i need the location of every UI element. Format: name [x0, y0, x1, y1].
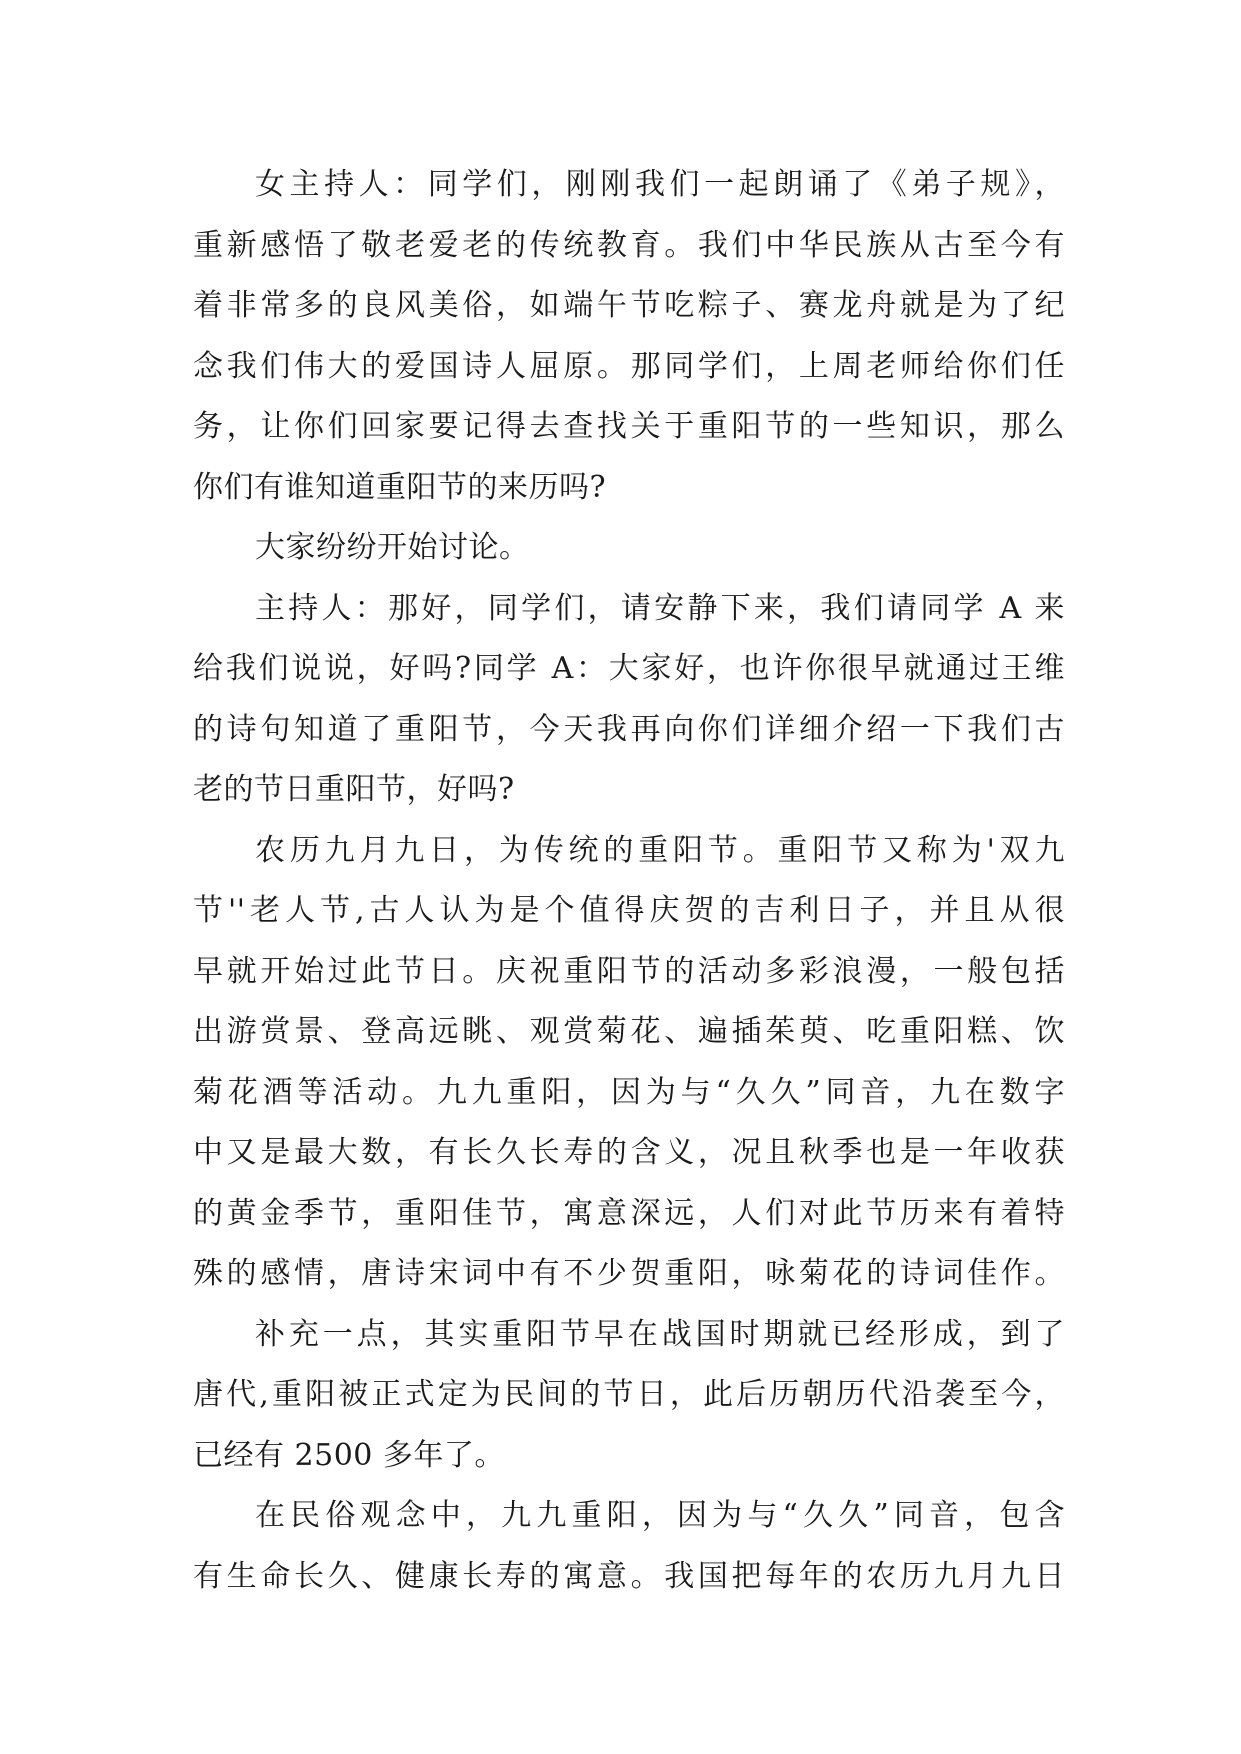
text-line: 的黄金季节，重阳佳节，寓意深远，人们对此节历来有着特	[193, 1195, 1065, 1231]
text-line: 念我们伟大的爱国诗人屈原。那同学们，上周老师给你们任	[193, 348, 1065, 384]
text-line: 着非常多的良风美俗，如端午节吃粽子、赛龙舟就是为了纪	[193, 288, 1065, 323]
text-line: 中又是最大数，有长久长寿的含义，况且秋季也是一年收获	[193, 1135, 1065, 1170]
text-line: 在民俗观念中，九九重阳，因为与“久久”同音，包含	[255, 1498, 1065, 1533]
text-line: 出游赏景、登高远眺、观赏菊花、遍插茱萸、吃重阳糕、饮	[193, 1014, 1065, 1049]
text-line: 大家纷纷开始讨论。	[255, 530, 530, 565]
text-line: 补充一点，其实重阳节早在战国时期就已经形成，到了	[255, 1316, 1065, 1352]
text-line: 你们有谁知道重阳节的来历吗?	[193, 469, 607, 505]
text-line: 给我们说说，好吗?同学 A：大家好，也许你很早就通过王维	[193, 651, 1065, 686]
text-line: 女主持人：同学们，刚刚我们一起朗诵了《弟子规》，	[255, 167, 1065, 202]
text-line: 早就开始过此节日。庆祝重阳节的活动多彩浪漫，一般包括	[193, 953, 1065, 989]
text-line: 节''老人节,古人认为是个值得庆贺的吉利日子，并且从很	[193, 893, 1065, 928]
text-line: 农历九月九日，为传统的重阳节。重阳节又称为'双九	[255, 832, 1065, 868]
text-line: 已经有 2500 多年了。	[193, 1437, 505, 1473]
text-line: 唐代,重阳被正式定为民间的节日，此后历朝历代沿袭至今，	[193, 1377, 1065, 1412]
text-line: 的诗句知道了重阳节，今天我再向你们详细介绍一下我们古	[193, 711, 1065, 747]
text-line: 主持人：那好，同学们，请安静下来，我们请同学 A 来	[255, 590, 1065, 626]
text-line: 殊的感情，唐诗宋词中有不少贺重阳，咏菊花的诗词佳作。	[193, 1256, 1065, 1291]
document-body	[193, 155, 1065, 1607]
text-line: 有生命长久、健康长寿的寓意。我国把每年的农历九月九日	[193, 1558, 1065, 1594]
text-line: 重新感悟了敬老爱老的传统教育。我们中华民族从古至今有	[193, 227, 1065, 263]
text-line: 老的节日重阳节，好吗?	[193, 772, 515, 807]
text-line: 务，让你们回家要记得去查找关于重阳节的一些知识，那么	[193, 409, 1065, 444]
text-line: 菊花酒等活动。九九重阳，因为与“久久”同音，九在数字	[193, 1074, 1065, 1110]
